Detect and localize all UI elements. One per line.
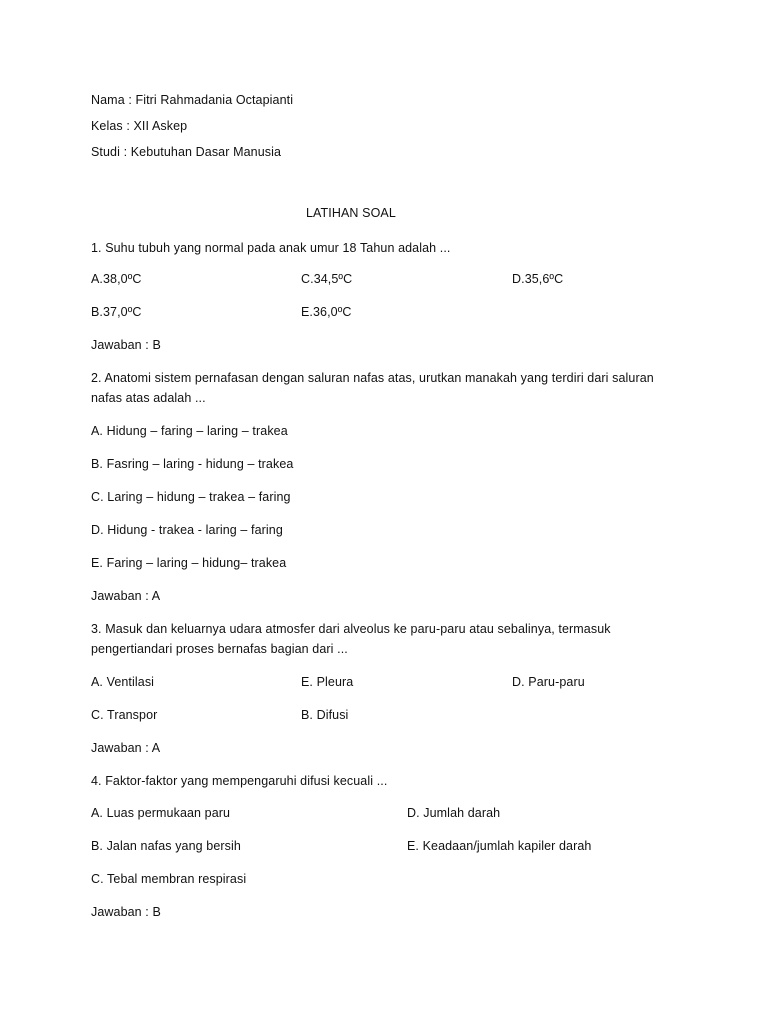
question-2-option-d: D. Hidung - trakea - laring – faring	[91, 523, 283, 537]
study-subject: Studi : Kebutuhan Dasar Manusia	[91, 145, 282, 159]
question-3-option-c: C. Transpor	[91, 708, 158, 722]
question-3-option-d: D. Paru-paru	[512, 675, 585, 689]
question-3-answer: Jawaban : A	[91, 741, 161, 755]
question-4-option-a: A. Luas permukaan paru	[91, 806, 231, 820]
question-4-option-c: C. Tebal membran respirasi	[91, 872, 247, 886]
question-2-text-line-2: nafas atas adalah ...	[91, 391, 206, 405]
student-name: Nama : Fitri Rahmadania Octapianti	[91, 93, 294, 107]
question-1-option-e: E.36,0ºC	[301, 305, 352, 319]
question-4-answer: Jawaban : B	[91, 905, 161, 919]
question-4-text: 4. Faktor-faktor yang mempengaruhi difusi kecuali ...	[91, 774, 388, 788]
question-3-option-e: E. Pleura	[301, 675, 354, 689]
question-3-option-a: A. Ventilasi	[91, 675, 155, 689]
question-4-option-d: D. Jumlah darah	[407, 806, 501, 820]
question-1-answer: Jawaban : B	[91, 338, 161, 352]
question-2-answer: Jawaban : A	[91, 589, 161, 603]
question-2-option-a: A. Hidung – faring – laring – trakea	[91, 424, 288, 438]
page-title: LATIHAN SOAL	[306, 206, 396, 220]
question-3-text-line-1: 3. Masuk dan keluarnya udara atmosfer dari alveolus ke paru-paru atau sebalinya, termasuk	[91, 622, 611, 636]
question-1-text: 1. Suhu tubuh yang normal pada anak umur 18 Tahun adalah ...	[91, 241, 451, 255]
question-2-option-c: C. Laring – hidung – trakea – faring	[91, 490, 291, 504]
question-1-option-d: D.35,6ºC	[512, 272, 564, 286]
question-1-option-a: A.38,0ºC	[91, 272, 142, 286]
question-2-option-e: E. Faring – laring – hidung– trakea	[91, 556, 287, 570]
question-1-option-c: C.34,5ºC	[301, 272, 353, 286]
question-3-option-b: B. Difusi	[301, 708, 349, 722]
student-class: Kelas : XII Askep	[91, 119, 188, 133]
question-2-option-b: B. Fasring – laring - hidung – trakea	[91, 457, 294, 471]
question-2-text-line-1: 2. Anatomi sistem pernafasan dengan saluran nafas atas, urutkan manakah yang terdiri dari saluran	[91, 371, 654, 385]
question-4-option-e: E. Keadaan/jumlah kapiler darah	[407, 839, 592, 853]
question-3-text-line-2: pengertiandari proses bernafas bagian dari ...	[91, 642, 348, 656]
question-4-option-b: B. Jalan nafas yang bersih	[91, 839, 241, 853]
question-1-option-b: B.37,0ºC	[91, 305, 142, 319]
